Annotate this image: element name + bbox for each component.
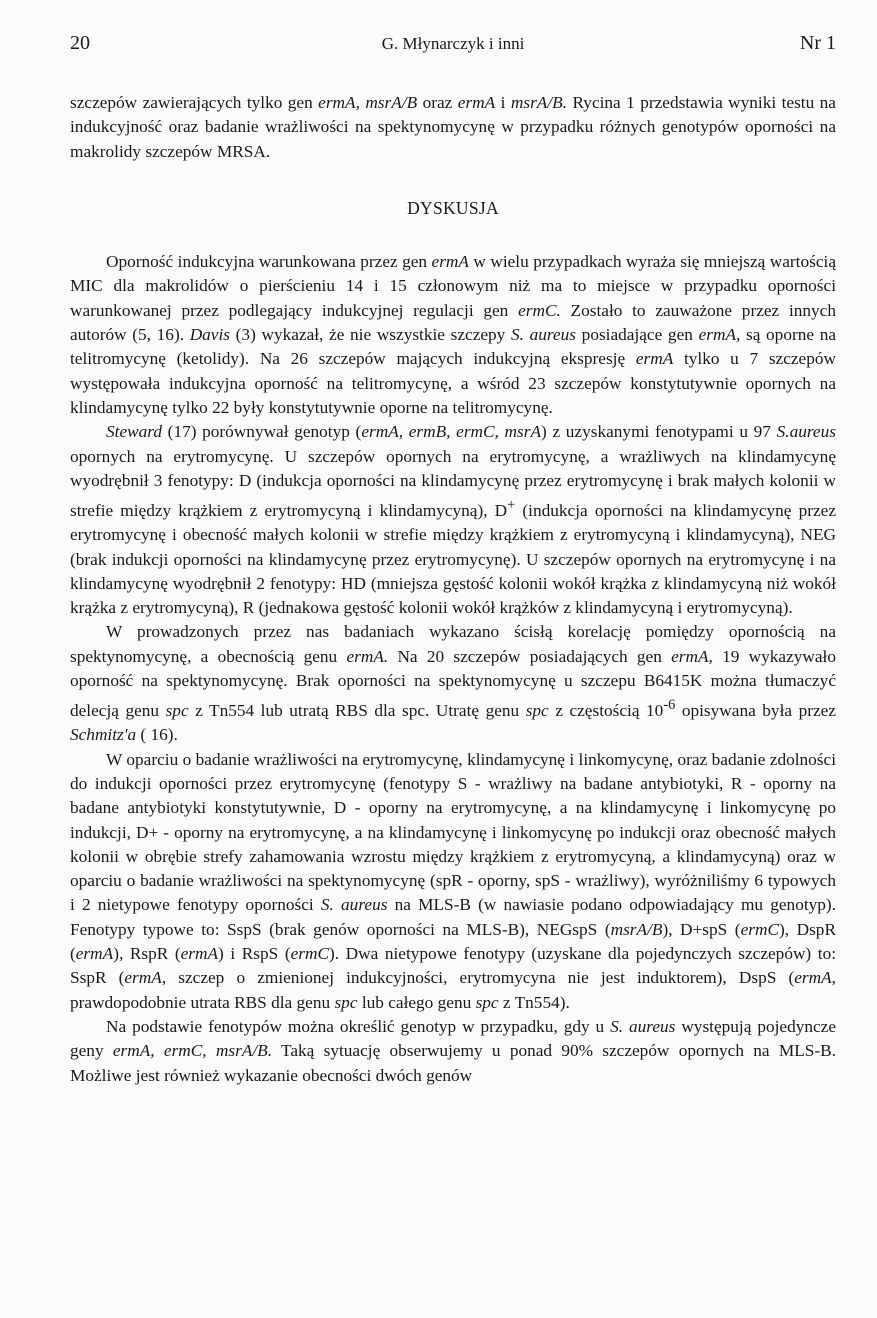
italic-run: S. aureus — [610, 1016, 676, 1036]
article-body — [70, 91, 836, 1088]
text-run: ) z uzyskanymi fenotypami u 97 — [541, 422, 777, 442]
text-run: tylko u 7 szczepów występowała indukcyjna oporność na telitromycynę, a wśród 23 szczepów konstytutywnie opornych na klindamycynę tylko 22 były konstytutywnie oporne na telitromycynę. — [70, 349, 836, 417]
text-run: posiadające gen — [576, 325, 699, 345]
text-run: z Tn554). — [498, 992, 570, 1012]
text-run: Taką sytuację obserwujemy u ponad 90% szczepów opornych na MLS-B. Możliwe jest również wykazanie obecności dwóch genów — [70, 1041, 836, 1085]
italic-run: ermC — [740, 919, 779, 939]
text-run: Na podstawie fenotypów można określić genotyp w przypadku, gdy u — [106, 1016, 611, 1036]
text-run: Zostało to zauważone przez innych autorów (5, 16). — [70, 300, 836, 345]
text-run: (indukcja oporności na klindamycynę przez erytromycynę i obecność małych kolonii w strefie między krążkiem z erytromycyną i klindamycyną), NEG (brak indukcji oporności na klindamycynę przez erytromycynę). U szczepów opornych na erytromycynę i na klindamycynę wyodrębnił 2 fenotypy: HD (mniejsza gęstość kolonii wokół krążka z klindamycyną niż wokół krążka z erytromycyną), R (jednakowa gęstość kolonii wokół krążków z klindamycyną i erytromycyną). — [70, 500, 836, 618]
text-run: (3) wykazał, że nie wszystkie szczepy — [230, 325, 511, 345]
text-run: opornych na erytromycynę. U szczepów opornych na erytromycynę, a wrażliwych na klindamycynę wyodrębnił 3 fenotypy: D (indukcja oporności na klindamycynę przez erytromycynę i brak małych kolonii w strefie między krążkiem z erytromycyną i klindamycyną), D — [70, 446, 836, 520]
italic-run: ermA, ermC, msrA/B. — [112, 1041, 273, 1061]
superscript-run: -6 — [663, 697, 676, 714]
italic-run: ermA — [75, 944, 114, 964]
italic-run: ermA. — [346, 646, 389, 666]
italic-run: ermA, msrA/B — [318, 93, 418, 112]
text-run: ), D+spS ( — [662, 919, 741, 939]
running-authors: G. Młynarczyk i inni — [381, 34, 525, 53]
italic-run: spc — [525, 701, 549, 721]
issue-number: Nr 1 — [799, 32, 836, 54]
superscript-run: + — [507, 497, 516, 514]
text-run: ) i RspS ( — [218, 944, 291, 964]
italic-run: ermA — [794, 968, 832, 988]
text-run: są oporne na telitromycynę (ketolidy). Na 26 szczepów mających indukcyjną ekspresję — [70, 325, 837, 369]
italic-run: ermC — [290, 944, 329, 964]
text-run: na MLS-B (w nawiasie podano odpowiadający mu genotyp). Fenotypy typowe to: SspS (brak genów oporności na MLS-B), NEGspS ( — [70, 895, 836, 939]
text-run: z Tn554 lub utratą RBS dla spc. Utratę genu — [188, 701, 526, 721]
text-run: ), DspR ( — [70, 919, 836, 964]
intro-paragraph — [70, 91, 836, 164]
paragraph — [70, 250, 836, 420]
italic-run: Davis — [189, 325, 231, 345]
text-run: w wielu przypadkach wyraża się mniejszą wartością MIC dla makrolidów o pierścieniu 14 i 15 członowym niż ma to miejsce w przypadku oporności warunkowanej przez podlegający indukcyjnej regulacji gen — [70, 252, 836, 320]
running-header — [70, 32, 836, 62]
text-run: szczepów zawierających tylko gen — [70, 93, 319, 112]
text-run: oraz — [417, 93, 458, 112]
italic-run: ermA — [635, 349, 674, 369]
italic-run: ermA — [431, 252, 469, 272]
paragraph — [70, 748, 836, 1015]
text-run: z częstością 10 — [548, 701, 664, 721]
italic-run: ermA — [124, 968, 162, 988]
italic-run: S.aureus — [776, 422, 836, 442]
italic-run: ermA, ermB, ermC, msrA — [361, 422, 542, 442]
text-run: Na 20 szczepów posiadających gen — [388, 646, 672, 666]
italic-run: S. aureus — [510, 325, 577, 345]
text-run: i — [495, 93, 511, 112]
paragraph — [70, 420, 836, 620]
italic-run: ermA, — [698, 325, 741, 345]
italic-run: spc — [475, 992, 499, 1012]
italic-run: ermA — [457, 93, 496, 112]
text-run: opisywana była przez — [675, 701, 836, 721]
text-run: W prowadzonych przez nas badaniach wykazano ścisłą korelację pomiędzy opornością na spektynomycynę, a obecnością genu — [70, 622, 836, 666]
text-run: , prawdopodobnie utrata RBS dla genu — [70, 968, 836, 1012]
italic-run: Steward — [106, 422, 163, 442]
italic-run: msrA/B — [610, 919, 663, 939]
italic-run: spc — [334, 992, 358, 1012]
italic-run: Schmitz'a — [70, 725, 137, 745]
paragraph — [70, 1015, 836, 1088]
italic-run: ermC. — [518, 300, 561, 320]
text-run: Oporność indukcyjna warunkowana przez gen — [106, 252, 432, 272]
text-run: 19 wykazywało oporność na spektynomycynę. Brak oporności na spektynomycynę u szczepu B6415K można tłumaczyć delecją genu — [70, 646, 836, 721]
text-run: W oparciu o badanie wrażliwości na erytromycynę, klindamycynę i linkomycynę, oraz badanie zdolności do indukcji oporności przez erytromycynę (fenotypy S - wrażliwy na badane antybiotyki, R - oporny na badane antybiotyki konstytutywnie, D - oporny na erytromycynę, a na klindamycynę i linkomycynę po indukcji, D+ - oporny na erytromycynę, a na klindamycynę i linkomycynę po indukcji oraz obecność małych kolonii w obrębie strefy zahamowania wzrostu między krążkiem z erytromycyną, a klindamycyną) oraz w oparciu o badanie wrażliwości na spektynomycynę (spR - oporny, spS - wrażliwy), wyróżniliśmy 6 typowych i 2 nietypowe fenotypy oporności — [70, 749, 836, 915]
text-run: ( 16). — [136, 725, 178, 745]
text-run: Rycina 1 przedstawia wyniki testu na indukcyjność oraz badanie wrażliwości na spektynomycynę w przypadku różnych genotypów oporności na makrolidy szczepów MRSA. — [70, 93, 836, 161]
page-number: 20 — [70, 32, 90, 54]
italic-run: spc — [165, 701, 189, 721]
section-title: DYSKUSJA — [407, 197, 499, 218]
text-run: ), RspR ( — [113, 944, 181, 964]
italic-run: msrA/B. — [510, 93, 568, 112]
italic-run: ermA, — [671, 646, 713, 666]
text-run: (17) porównywał genotyp ( — [162, 422, 362, 442]
text-run: lub całego genu — [357, 992, 476, 1012]
paragraph — [70, 620, 836, 747]
text-run: występują pojedyncze geny — [70, 1016, 837, 1061]
italic-run: ermA — [180, 944, 219, 964]
italic-run: S. aureus — [320, 895, 388, 915]
text-run: , szczep o zmienionej indukcyjności, erytromycyna nie jest induktorem), DspS ( — [161, 968, 795, 988]
text-run: ). Dwa nietypowe fenotypy (uzyskane dla pojedynczych szczepów) to: SspR ( — [70, 944, 837, 988]
